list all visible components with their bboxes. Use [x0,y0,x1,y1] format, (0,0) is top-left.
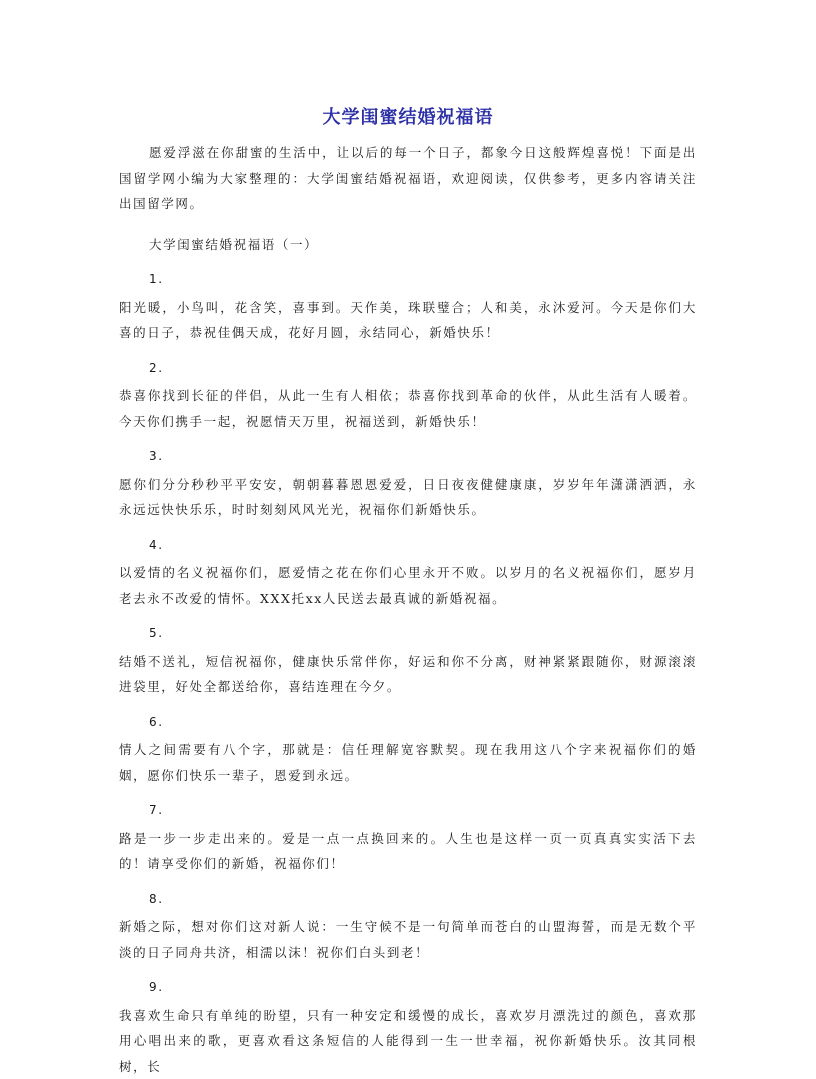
wish-number: 9. [119,975,697,1001]
wish-text: 愿你们分分秒秒平平安安，朝朝暮暮恩恩爱爱，日日夜夜健健康康，岁岁年年潇潇洒洒，永永远远快快乐乐，时时刻刻风风光光，祝福你们新婚快乐。 [119,472,697,523]
wish-text: 我喜欢生命只有单纯的盼望，只有一种安定和缓慢的成长，喜欢岁月漂洗过的颜色，喜欢那用心唱出来的歌，更喜欢看这条短信的人能得到一生一世幸福，祝你新婚快乐。汝其同根树，长 [119,1003,697,1079]
intro-paragraph: 愿爱浮滋在你甜蜜的生活中，让以后的每一个日子，都象今日这般辉煌喜悦！下面是出国留学网小编为大家整理的：大学闺蜜结婚祝福语，欢迎阅读，仅供参考，更多内容请关注出国留学网。 [119,140,697,217]
wish-number: 6. [119,710,697,736]
wish-number: 4. [119,533,697,559]
wish-number: 1. [119,267,697,293]
wish-text: 恭喜你找到长征的伴侣，从此一生有人相依；恭喜你找到革命的伙伴，从此生活有人暖着。今天你们携手一起，祝愿情天万里，祝福送到，新婚快乐！ [119,383,697,434]
wish-number: 8. [119,887,697,913]
wish-number: 2. [119,356,697,382]
wish-number: 5. [119,621,697,647]
wish-number: 7. [119,798,697,824]
wish-text: 结婚不送礼，短信祝福你，健康快乐常伴你，好运和你不分离，财神紧紧跟随你，财源滚滚进袋里，好处全都送给你，喜结连理在今夕。 [119,649,697,700]
document-title: 大学闺蜜结婚祝福语 [0,103,816,129]
wish-text: 阳光暖，小鸟叫，花含笑，喜事到。天作美，珠联璧合；人和美，永沐爱河。今天是你们大喜的日子，恭祝佳偶天成，花好月圆，永结同心，新婚快乐！ [119,295,697,346]
document-body [119,140,697,1079]
wish-text: 路是一步一步走出来的。爱是一点一点换回来的。人生也是这样一页一页真真实实活下去的！请享受你们的新婚，祝福你们！ [119,826,697,877]
wish-text: 情人之间需要有八个字，那就是：信任理解宽容默契。现在我用这八个字来祝福你们的婚姻，愿你们快乐一辈子，恩爱到永远。 [119,737,697,788]
wish-number: 3. [119,444,697,470]
wish-text: 新婚之际，想对你们这对新人说：一生守候不是一句简单而苍白的山盟海誓，而是无数个平淡的日子同舟共济，相濡以沫！祝你们白头到老！ [119,914,697,965]
section-subtitle: 大学闺蜜结婚祝福语（一） [119,232,697,258]
wish-text: 以爱情的名义祝福你们，愿爱情之花在你们心里永开不败。以岁月的名义祝福你们，愿岁月老去永不改爱的情怀。XXX托xx人民送去最真诚的新婚祝福。 [119,560,697,611]
